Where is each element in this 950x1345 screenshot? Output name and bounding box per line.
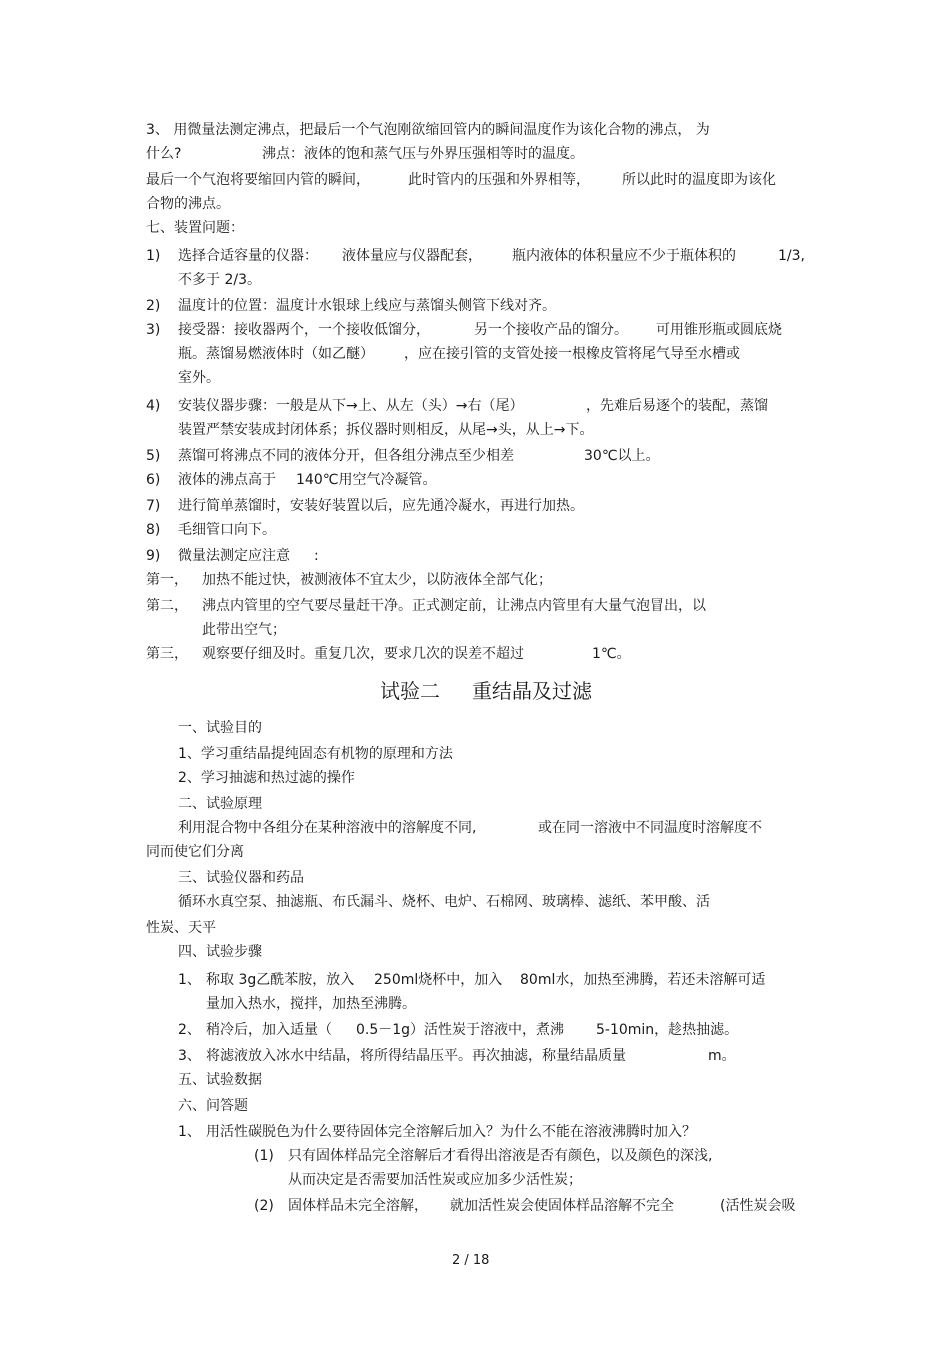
item-text: 液体的沸点高于 [178, 472, 276, 488]
item-text: 瓶内液体的体积量应不少于瓶体积的 [512, 248, 736, 264]
section-heading: 三、试验仪器和药品 [178, 870, 304, 886]
answer-text: 从而决定是否需要加活性炭或应加多少活性炭； [288, 1172, 582, 1188]
step-text: 80ml水，加热至沸腾，若还未溶解可适 [520, 972, 766, 988]
section-heading: 七、装置问题： [146, 220, 244, 236]
item-number: 2) [146, 298, 161, 314]
step-text: m。 [708, 1048, 736, 1064]
item-text: 蒸馏可将沸点不同的液体分开，但各组分沸点至少相差 [178, 448, 514, 464]
item-text: 微量法测定应注意 [178, 548, 290, 564]
answer-text: (活性炭会吸 [720, 1198, 796, 1214]
section-heading: 五、试验数据 [178, 1072, 262, 1088]
answer-text: 就加活性炭会使固体样品溶解不完全 [450, 1198, 674, 1214]
paragraph: 2、学习抽滤和热过滤的操作 [178, 770, 355, 786]
step-text: 称取 3g乙酰苯胺，放入 [206, 972, 355, 988]
note-label: 第一， [146, 572, 188, 588]
q3-line-2b: 沸点：液体的饱和蒸气压与外界压强相等时的温度。 [262, 146, 584, 162]
experiment-title: 重结晶及过滤 [472, 679, 592, 703]
item-text: 毛细管口向下。 [178, 522, 276, 538]
item-text: 可用锥形瓶或圆底烧 [656, 322, 782, 338]
note-text: 加热不能过快，被测液体不宜太少，以防液体全部气化； [202, 572, 552, 588]
step-number: 3、 [178, 1048, 201, 1064]
q3-line-3a: 最后一个气泡将要缩回内管的瞬间， [146, 172, 370, 188]
section-heading: 一、试验目的 [178, 720, 262, 736]
item-text: 选择合适容量的仪器： [178, 248, 318, 264]
step-text: 稍冷后，加入适量（ [206, 1022, 332, 1038]
item-text: 不多于 2/3。 [178, 272, 261, 288]
item-text: : [314, 548, 319, 564]
note-label: 第二， [146, 598, 188, 614]
item-text: 1/3, [778, 248, 805, 264]
note-label: 第三， [146, 646, 188, 662]
item-number: 6) [146, 472, 161, 488]
paragraph: 性炭、天平 [146, 920, 216, 936]
item-number: 3) [146, 322, 161, 338]
question-number: 1、 [178, 1124, 201, 1140]
paragraph: 循环水真空泵、抽滤瓶、布氏漏斗、烧杯、电炉、石棉网、玻璃棒、滤纸、苯甲酸、活 [178, 894, 710, 910]
item-text: 30℃以上。 [584, 448, 660, 464]
q3-line-3c: 所以此时的温度即为该化 [622, 172, 776, 188]
item-text: 140℃用空气冷凝管。 [296, 472, 437, 488]
experiment-title-number: 试验二 [380, 679, 440, 703]
item-text: 进行简单蒸馏时，安装好装置以后，应先通冷凝水，再进行加热。 [178, 498, 584, 514]
step-text: 5-10min，趁热抽滤。 [596, 1022, 739, 1038]
q3-line-4: 合物的沸点。 [146, 196, 230, 212]
section-heading: 二、试验原理 [178, 796, 262, 812]
item-number: 8) [146, 522, 161, 538]
note-text: 观察要仔细及时。重复几次，要求几次的误差不超过 [202, 646, 524, 662]
note-text: 沸点内管里的空气要尽量赶干净。正式测定前，让沸点内管里有大量气泡冒出，以 [202, 598, 706, 614]
item-number: 1) [146, 248, 161, 264]
item-text: ，先难后易逐个的装配，蒸馏 [586, 398, 768, 414]
q3-line-2a: 什么? [146, 146, 182, 162]
item-number: 4) [146, 398, 161, 414]
item-number: 9) [146, 548, 161, 564]
item-text: 瓶。蒸馏易燃液体时（如乙醚） [178, 346, 374, 362]
item-text: 装置严禁安装成封闭体系；拆仪器时则相反，从尾→头，从上→下。 [178, 422, 594, 438]
note-text: 1℃。 [592, 646, 631, 662]
section-heading: 六、问答题 [178, 1098, 248, 1114]
step-text: 250ml烧杯中，加入 [374, 972, 503, 988]
step-number: 1、 [178, 972, 201, 988]
paragraph: 利用混合物中各组分在某种溶液中的溶解度不同, [178, 820, 477, 836]
item-text: 另一个接收产品的馏分。 [474, 322, 628, 338]
paragraph: 或在同一溶液中不同温度时溶解度不 [538, 820, 762, 836]
step-text: 将滤液放入冰水中结晶，将所得结晶压平。再次抽滤，称量结晶质量 [206, 1048, 626, 1064]
item-text: ，应在接引管的支管处接一根橡皮管将尾气导至水槽或 [404, 346, 740, 362]
paragraph: 同而使它们分离 [146, 844, 244, 860]
q3-line-1: 3、 用微量法测定沸点，把最后一个气泡刚欲缩回管内的瞬间温度作为该化合物的沸点， 为 [146, 122, 710, 138]
item-text: 温度计的位置：温度计水银球上线应与蒸馏头侧管下线对齐。 [178, 298, 556, 314]
step-text: 0.5－1g）活性炭于溶液中，煮沸 [356, 1022, 565, 1038]
note-text: 此带出空气； [202, 622, 286, 638]
item-number: 5) [146, 448, 161, 464]
question-text: 用活性碳脱色为什么要待固体完全溶解后加入？为什么不能在溶液沸腾时加入？ [206, 1124, 696, 1140]
item-text: 室外。 [178, 370, 220, 386]
step-text: 量加入热水，搅拌，加热至沸腾。 [206, 996, 416, 1012]
q3-line-3b: 此时管内的压强和外界相等， [408, 172, 590, 188]
paragraph: 1、学习重结晶提纯固态有机物的原理和方法 [178, 746, 453, 762]
item-text: 安装仪器步骤：一般是从下→上、从左（头）→右（尾） [178, 398, 524, 414]
answer-text: 只有固体样品完全溶解后才看得出溶液是否有颜色，以及颜色的深浅, [288, 1148, 713, 1164]
answer-text: 固体样品未完全溶解， [288, 1198, 428, 1214]
page-number: 2 / 18 [452, 1253, 490, 1268]
answer-number: (1) [254, 1148, 274, 1164]
answer-number: (2) [254, 1198, 274, 1214]
item-text: 接受器：接收器两个，一个接收低馏分， [178, 322, 430, 338]
step-number: 2、 [178, 1022, 201, 1038]
section-heading: 四、试验步骤 [178, 944, 262, 960]
item-text: 液体量应与仪器配套， [342, 248, 482, 264]
item-number: 7) [146, 498, 161, 514]
